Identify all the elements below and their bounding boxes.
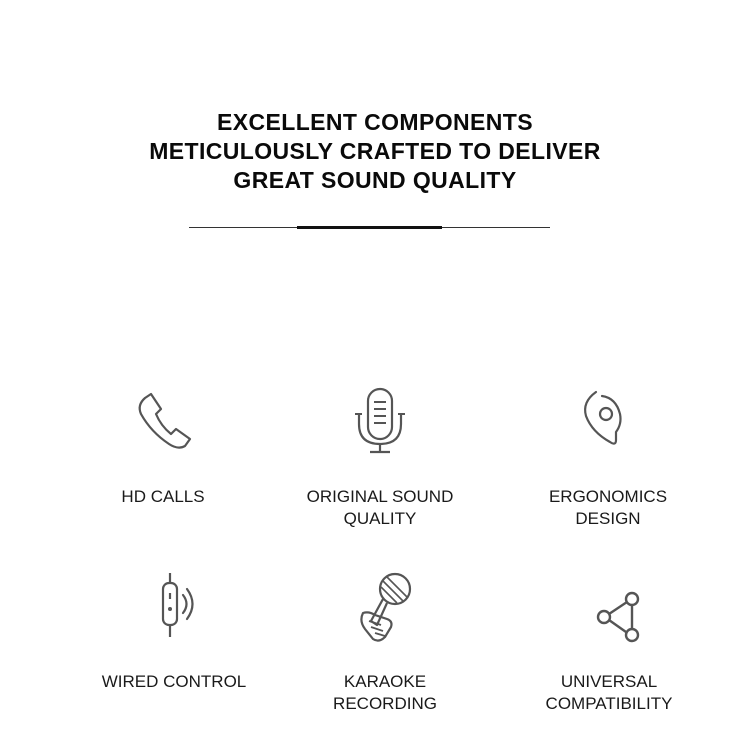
wired-control-icon xyxy=(134,569,214,649)
feature-label-line-2: QUALITY xyxy=(343,509,417,528)
karaoke-microphone-icon xyxy=(345,569,425,649)
earbud-icon xyxy=(568,384,648,464)
feature-label: KARAOKE xyxy=(343,672,427,691)
feature-label: HD CALLS xyxy=(121,487,205,506)
headline-line-1: EXCELLENT COMPONENTS xyxy=(217,109,533,135)
feature-label: ERGONOMICS xyxy=(548,487,668,506)
headline-line-3: GREAT SOUND QUALITY xyxy=(233,167,517,193)
divider-accent xyxy=(297,226,442,229)
headline xyxy=(0,108,750,195)
microphone-icon xyxy=(340,384,420,464)
feature-label-line-2: COMPATIBILITY xyxy=(545,694,673,713)
feature-label-line-2: RECORDING xyxy=(333,694,437,713)
feature-label: UNIVERSAL xyxy=(560,672,658,691)
feature-label: ORIGINAL SOUND xyxy=(306,487,454,506)
feature-label: WIRED CONTROL xyxy=(101,672,247,691)
phone-icon xyxy=(123,384,203,464)
headline-line-2: METICULOUSLY CRAFTED TO DELIVER xyxy=(149,138,601,164)
feature-label-line-2: DESIGN xyxy=(575,509,641,528)
share-icon xyxy=(569,569,649,649)
